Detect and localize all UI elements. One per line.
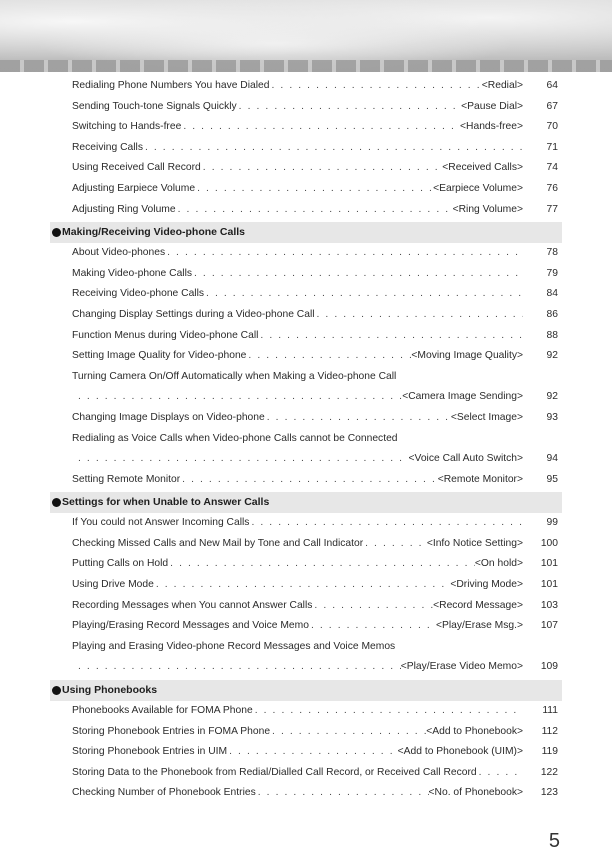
entry-page: 93 xyxy=(546,411,558,423)
entry-page: 88 xyxy=(546,329,558,341)
dot-leader xyxy=(309,616,436,637)
toc-entry[interactable] xyxy=(0,97,612,118)
entry-page: 100 xyxy=(540,537,558,549)
entry-title: If You could not Answer Incoming Calls xyxy=(72,517,250,529)
toc-entry[interactable] xyxy=(0,470,612,491)
entry-title: Redialing as Voice Calls when Video-phone Calls cannot be Connected xyxy=(72,432,398,444)
entry-page: 101 xyxy=(540,558,558,570)
entry-tag: <Earpiece Volume> xyxy=(433,182,523,194)
entry-page: 103 xyxy=(540,599,558,611)
dot-leader xyxy=(195,179,433,200)
entry-tag: <Play/Erase Msg.> xyxy=(436,620,523,632)
entry-title: Playing and Erasing Video-phone Record Messages and Voice Memos xyxy=(72,640,396,652)
entry-page: 79 xyxy=(546,267,558,279)
entry-page: 71 xyxy=(546,141,558,153)
entry-tag: <Info Notice Setting> xyxy=(426,537,523,549)
dot-leader xyxy=(270,76,482,97)
entry-tag: <No. of Phonebook> xyxy=(428,787,523,799)
entry-title: Storing Phonebook Entries in FOMA Phone xyxy=(72,725,271,737)
entry-title: Adjusting Ring Volume xyxy=(72,203,176,215)
entry-title: Changing Image Displays on Video-phone xyxy=(72,411,265,423)
dot-leader xyxy=(227,742,398,763)
entry-page: 109 xyxy=(540,661,558,673)
entry-tag: <Received Calls> xyxy=(442,162,523,174)
dot-leader xyxy=(201,158,443,179)
dot-leader xyxy=(76,657,401,678)
entry-title: Making Video-phone Calls xyxy=(72,267,193,279)
toc-entry[interactable] xyxy=(0,346,612,367)
dot-leader xyxy=(154,575,450,596)
entry-title: Turning Camera On/Off Automatically when Making a Video-phone Call xyxy=(72,370,397,382)
entry-title: Storing Data to the Phonebook from Redial/Dialled Call Record, or Received Call Record xyxy=(72,766,477,778)
toc-entry[interactable] xyxy=(0,596,612,617)
entry-tag: <Add to Phonebook (UIM)> xyxy=(397,746,523,758)
entry-tag: <Play/Erase Video Memo> xyxy=(400,661,523,673)
dot-leader xyxy=(253,701,523,722)
dot-leader xyxy=(237,97,462,118)
toc-entry-continuation[interactable] xyxy=(0,449,612,470)
entry-title: Storing Phonebook Entries in UIM xyxy=(72,746,228,758)
dot-leader xyxy=(180,470,438,491)
dot-leader xyxy=(165,243,523,264)
entry-title: Function Menus during Video-phone Call xyxy=(72,329,259,341)
dot-leader xyxy=(256,783,429,804)
entry-title: Using Drive Mode xyxy=(72,579,154,591)
entry-title: Setting Image Quality for Video-phone xyxy=(72,350,247,362)
entry-page: 107 xyxy=(540,620,558,632)
dot-leader xyxy=(265,408,451,429)
toc-entry[interactable] xyxy=(0,179,612,200)
toc-entry[interactable] xyxy=(0,783,612,804)
bullet-dot xyxy=(52,686,61,695)
entry-tag: <Ring Volume> xyxy=(452,203,523,215)
banner-stripe xyxy=(0,60,612,72)
entry-page: 92 xyxy=(546,350,558,362)
entry-tag: <Moving Image Quality> xyxy=(411,350,523,362)
entry-tag: <Camera Image Sending> xyxy=(402,391,523,403)
dot-leader xyxy=(192,264,523,285)
entry-tag: <Record Message> xyxy=(433,599,523,611)
section-title: Settings for when Unable to Answer Calls xyxy=(62,496,270,509)
dot-leader xyxy=(363,534,427,555)
entry-page: 76 xyxy=(546,182,558,194)
entry-page: 94 xyxy=(546,453,558,465)
toc-entry[interactable] xyxy=(0,575,612,596)
entry-title: Checking Number of Phonebook Entries xyxy=(72,787,256,799)
entry-title: Checking Missed Calls and New Mail by Tone and Call Indicator xyxy=(72,537,364,549)
toc-entry-continuation[interactable] xyxy=(0,657,612,678)
toc-entry[interactable] xyxy=(0,534,612,555)
entry-tag: <Voice Call Auto Switch> xyxy=(408,453,523,465)
entry-tag: <Hands-free> xyxy=(460,121,523,133)
entry-page: 92 xyxy=(546,391,558,403)
entry-tag: <Select Image> xyxy=(450,411,523,423)
dot-leader xyxy=(143,138,523,159)
entry-title: Recording Messages when You cannot Answer Calls xyxy=(72,599,313,611)
entry-title: Redialing Phone Numbers You have Dialed xyxy=(72,80,270,91)
toc-entry-wrapped-first-line[interactable] xyxy=(0,637,612,658)
toc-entry[interactable] xyxy=(0,701,612,722)
entry-tag: <Driving Mode> xyxy=(450,579,523,591)
bullet-dot xyxy=(52,228,61,237)
entry-page: 74 xyxy=(546,162,558,174)
entry-page: 123 xyxy=(540,787,558,799)
entry-title: Sending Touch-tone Signals Quickly xyxy=(72,100,237,112)
toc-entry[interactable] xyxy=(0,117,612,138)
entry-page: 95 xyxy=(546,473,558,485)
entry-page: 112 xyxy=(541,725,558,737)
entry-page: 77 xyxy=(546,203,558,215)
toc-entry[interactable] xyxy=(0,138,612,159)
section-title: Using Phonebooks xyxy=(62,684,158,697)
section-heading-phonebooks xyxy=(50,680,562,701)
dot-leader xyxy=(246,346,411,367)
entry-page: 99 xyxy=(546,517,558,529)
dot-leader xyxy=(76,449,409,470)
entry-page: 78 xyxy=(546,247,558,259)
toc-entry-wrapped-first-line[interactable] xyxy=(0,429,612,450)
toc-entry[interactable] xyxy=(0,200,612,221)
section-heading-video-phone xyxy=(50,222,562,243)
entry-page: 67 xyxy=(546,100,558,112)
dot-leader xyxy=(312,596,433,617)
dot-leader xyxy=(168,554,475,575)
entry-page: 86 xyxy=(546,308,558,320)
entry-title: Setting Remote Monitor xyxy=(72,473,181,485)
entry-page: 101 xyxy=(540,579,558,591)
entry-title: Using Received Call Record xyxy=(72,162,201,174)
entry-title: About Video-phones xyxy=(72,247,166,259)
entry-tag: <On hold> xyxy=(474,558,523,570)
dot-leader xyxy=(176,200,453,221)
toc-entry[interactable] xyxy=(0,513,612,534)
toc-entry[interactable] xyxy=(0,158,612,179)
entry-title: Putting Calls on Hold xyxy=(72,558,169,570)
dot-leader xyxy=(258,326,523,347)
entry-title: Receiving Calls xyxy=(72,141,143,153)
entry-title: Phonebooks Available for FOMA Phone xyxy=(72,705,253,717)
dot-leader xyxy=(204,284,523,305)
toc-entry[interactable] xyxy=(0,763,612,784)
entry-page: 70 xyxy=(546,121,558,133)
entry-page: 111 xyxy=(542,705,558,717)
dot-leader xyxy=(249,513,523,534)
dot-leader xyxy=(76,387,402,408)
section-title: Making/Receiving Video-phone Calls xyxy=(62,226,246,239)
toc-entry[interactable] xyxy=(0,284,612,305)
entry-title: Adjusting Earpiece Volume xyxy=(72,182,196,194)
toc-entry[interactable] xyxy=(0,742,612,763)
entry-title: Receiving Video-phone Calls xyxy=(72,288,205,300)
toc-entry-continuation[interactable] xyxy=(0,387,612,408)
entry-title: Changing Display Settings during a Video-phone Call xyxy=(72,308,315,320)
dot-leader xyxy=(181,117,460,138)
toc-entry[interactable] xyxy=(0,305,612,326)
page-number: 5 xyxy=(548,830,560,852)
toc-entry[interactable] xyxy=(0,243,612,264)
entry-page: 64 xyxy=(546,80,558,91)
entry-page: 84 xyxy=(546,288,558,300)
dot-leader xyxy=(477,763,523,784)
toc-entry-wrapped-first-line[interactable] xyxy=(0,367,612,388)
entry-tag: <Pause Dial> xyxy=(461,100,523,112)
toc-entry[interactable] xyxy=(0,616,612,637)
entry-tag: <Redial> xyxy=(481,80,523,91)
entry-tag: <Add to Phonebook> xyxy=(426,725,523,737)
entry-tag: <Remote Monitor> xyxy=(437,473,523,485)
entry-page: 122 xyxy=(540,766,558,778)
toc-entry[interactable] xyxy=(0,264,612,285)
toc-entry[interactable] xyxy=(0,326,612,347)
dot-leader xyxy=(270,722,426,743)
entry-page: 119 xyxy=(541,746,558,758)
toc-entry[interactable] xyxy=(0,554,612,575)
dot-leader xyxy=(315,305,523,326)
entry-title: Switching to Hands-free xyxy=(72,121,182,133)
toc-entry[interactable] xyxy=(0,408,612,429)
toc-entry[interactable] xyxy=(0,76,612,97)
section-heading-unable-to-answer xyxy=(50,492,562,513)
toc-entry[interactable] xyxy=(0,722,612,743)
bullet-dot xyxy=(52,498,61,507)
entry-title: Playing/Erasing Record Messages and Voice Memo xyxy=(72,620,309,632)
table-of-contents xyxy=(0,76,612,804)
header-banner xyxy=(0,0,612,72)
